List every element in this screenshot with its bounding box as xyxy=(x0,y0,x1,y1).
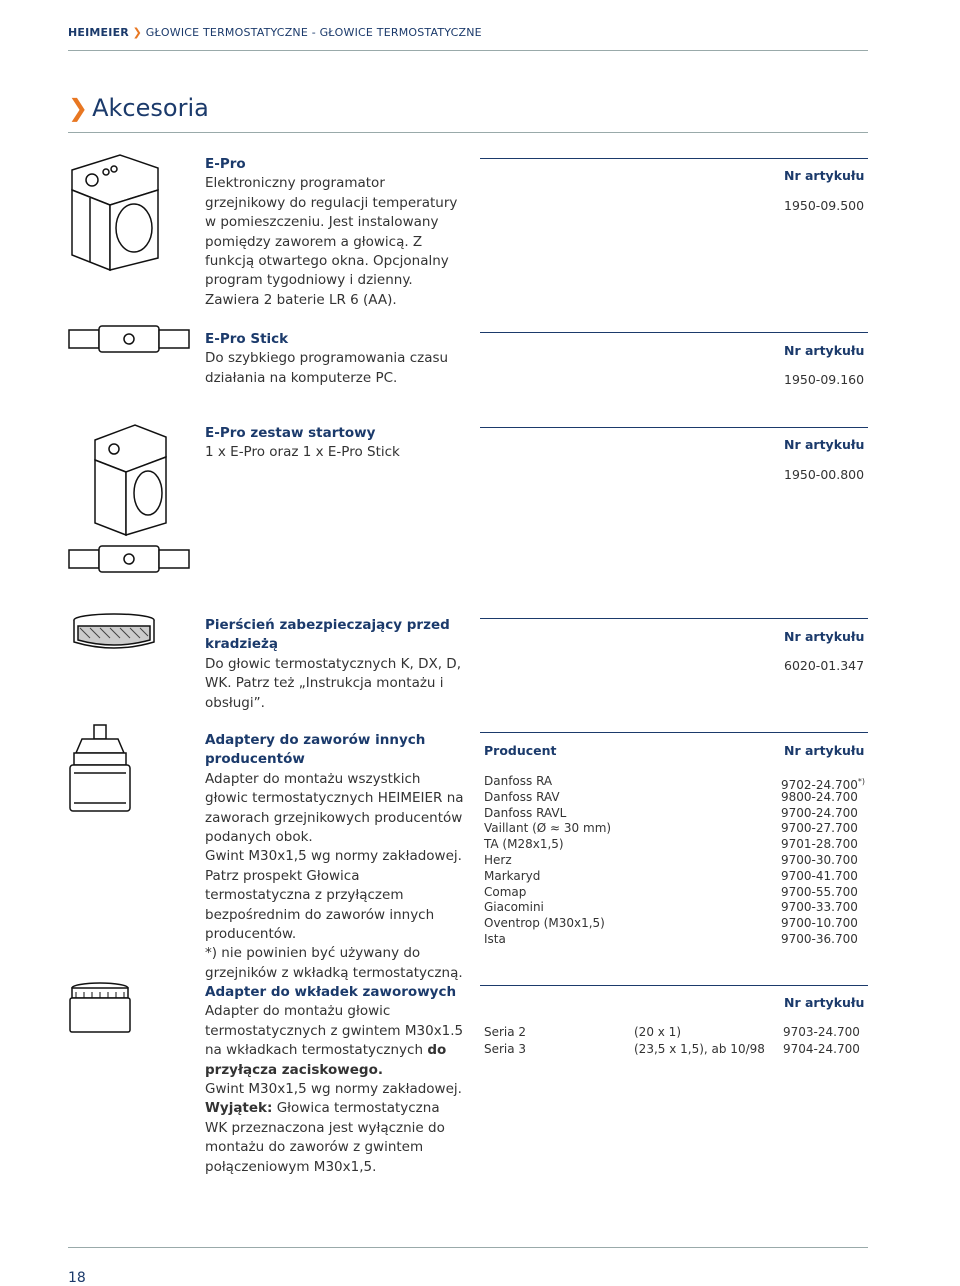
nr-cell xyxy=(781,900,858,916)
e-pro-stick-illustration xyxy=(66,322,192,356)
dim-cell: (20 x 1) xyxy=(634,1025,681,1039)
table-row xyxy=(484,885,868,901)
nr-cell xyxy=(781,806,858,822)
dim-cell: (23,5 x 1,5), ab 10/98 xyxy=(634,1041,765,1056)
nr-column-header: Nr artykułu xyxy=(784,743,865,758)
nr-value: 6020-01.347 xyxy=(784,658,865,673)
e-pro-illustration xyxy=(62,150,172,275)
adapters-description-block xyxy=(205,731,465,983)
nr-value: 9800-24.700 xyxy=(781,789,858,804)
product-name: Adaptery do zaworów innych producentów xyxy=(205,732,426,768)
producer-cell: Herz xyxy=(484,852,512,867)
nr-cell xyxy=(781,853,858,869)
table-row xyxy=(484,790,868,806)
nr-label: Nr artykułu xyxy=(784,629,865,644)
nr-cell xyxy=(781,869,858,885)
product-description: 1 x E-Pro oraz 1 x E-Pro Stick xyxy=(205,444,400,461)
insert-adapter-illustration xyxy=(66,980,136,1036)
nr-value: 9700-41.700 xyxy=(781,868,858,883)
producer-cell: TA (M28x1,5) xyxy=(484,837,564,852)
series-cell: Seria 2 xyxy=(484,1025,527,1039)
nr-cell xyxy=(781,885,858,901)
table-top-rule xyxy=(480,732,868,733)
nr-value: 9700-27.700 xyxy=(781,821,858,836)
nr-label: Nr artykułu xyxy=(784,168,865,183)
nr-cell xyxy=(781,821,858,837)
product-description: Do szybkiego programowania czasu działania na komputerze PC. xyxy=(205,350,449,386)
nr-label: Nr artykułu xyxy=(784,437,865,452)
brand-name: HEIMEIER xyxy=(68,26,129,39)
footnote-marker: *) xyxy=(857,777,865,786)
table-row xyxy=(484,837,868,853)
product-name: E-Pro Stick xyxy=(205,331,289,347)
producer-column-header: Producent xyxy=(484,743,557,758)
nr-value: 1950-09.160 xyxy=(784,372,865,387)
nr-cell: 9703-24.700 xyxy=(783,1025,860,1039)
nr-cell xyxy=(781,837,858,853)
header-divider xyxy=(68,50,868,51)
nr-value: 9700-30.700 xyxy=(781,852,858,867)
table-row xyxy=(484,806,868,822)
nr-value: 9701-28.700 xyxy=(781,837,858,852)
nr-label: Nr artykułu xyxy=(784,995,865,1010)
nr-value: 1950-00.800 xyxy=(784,467,865,482)
nr-cell: 9704-24.700 xyxy=(783,1041,860,1056)
table-row xyxy=(484,774,868,790)
starter-kit-description-block xyxy=(205,424,465,463)
chevron-right-icon: ❯ xyxy=(132,26,143,39)
table-top-rule xyxy=(480,427,868,428)
running-header xyxy=(68,26,482,39)
table-row xyxy=(484,1025,868,1042)
producer-cell: Giacomini xyxy=(484,900,544,915)
table-top-rule xyxy=(480,985,868,986)
product-description: Do głowic termostatycznych K, DX, D, WK. Patrz też „Instrukcja montażu i obsługi”. xyxy=(205,655,461,711)
page-title: ❯ Akcesoria xyxy=(68,94,209,122)
nr-cell xyxy=(781,932,858,948)
title-divider xyxy=(68,132,868,133)
nr-value: 9700-36.700 xyxy=(781,931,858,946)
producer-cell: Danfoss RAV xyxy=(484,789,560,804)
nr-cell xyxy=(781,916,858,932)
e-pro-stick-illustration xyxy=(66,542,192,576)
table-top-rule xyxy=(480,332,868,333)
exception-note: Wyjątek: Głowica termostatyczna WK przeznaczona jest wyłącznie do montażu do zaworów z gwintem połączeniowym M30x1,5. xyxy=(205,1100,445,1175)
product-name: E-Pro zestaw startowy xyxy=(205,425,376,441)
table-top-rule xyxy=(480,618,868,619)
product-name: Pierścień zabezpieczający przed kradzieżą xyxy=(205,617,450,653)
product-description: Adapter do montażu wszystkich głowic termostatycznych HEIMEIER na zaworach grzejnikowych producentów podanych obok. xyxy=(205,770,464,846)
see-also: Patrz prospekt Głowica termostatyczna z przyłączem bezpośrednim do zaworów innych producentów. xyxy=(205,867,435,943)
producer-cell: Comap xyxy=(484,884,527,899)
product-description: Elektroniczny programator grzejnikowy do regulacji temperatury w pomieszczeniu. Jest instalowany pomiędzy zaworem a głowicą. Z funkcją otwartego okna. Opcjonalny program tygodniowy i dzienny. Zawiera 2 baterie LR 6 (AA). xyxy=(205,175,458,308)
product-name: E-Pro xyxy=(205,156,246,172)
footer-divider xyxy=(68,1247,868,1248)
producer-cell: Oventrop (M30x1,5) xyxy=(484,916,605,931)
anti-theft-ring-illustration xyxy=(70,610,160,655)
insert-adapter-description-block xyxy=(205,983,465,1177)
table-row xyxy=(484,1042,868,1059)
breadcrumb: GŁOWICE TERMOSTATYCZNE - GŁOWICE TERMOSTATYCZNE xyxy=(145,26,482,39)
chevron-right-icon: ❯ xyxy=(68,94,89,122)
page-number: 18 xyxy=(68,1270,86,1286)
nr-value: 9700-55.700 xyxy=(781,884,858,899)
producer-cell: Vaillant (Ø ≈ 30 mm) xyxy=(484,821,612,836)
ring-description-block xyxy=(205,616,465,713)
table-row xyxy=(484,853,868,869)
thread-info: Gwint M30x1,5 wg normy zakładowej. xyxy=(205,1081,462,1098)
e-pro-starter-illustration xyxy=(90,415,170,540)
table-row xyxy=(484,900,868,916)
nr-value: 9700-33.700 xyxy=(781,900,858,915)
nr-value: 9700-24.700 xyxy=(781,805,858,820)
table-row xyxy=(484,821,868,837)
table-row xyxy=(484,932,868,948)
product-name: Adapter do wkładek zaworowych xyxy=(205,984,457,1000)
series-cell: Seria 3 xyxy=(484,1041,527,1056)
nr-value: 1950-09.500 xyxy=(784,198,865,213)
producer-cell: Danfoss RA xyxy=(484,774,553,788)
nr-value: 9700-10.700 xyxy=(781,916,858,931)
nr-cell xyxy=(781,790,858,806)
insert-adapter-table xyxy=(484,1025,868,1058)
producer-cell: Danfoss RAVL xyxy=(484,805,567,820)
adapter-table xyxy=(484,774,868,948)
table-row xyxy=(484,869,868,885)
producer-cell: Markaryd xyxy=(484,868,541,883)
table-row xyxy=(484,916,868,932)
table-top-rule xyxy=(480,158,868,159)
nr-value: 9702-24.700 xyxy=(781,778,858,792)
thread-info: Gwint M30x1,5 wg normy zakładowej. xyxy=(205,848,462,865)
e-pro-description-block xyxy=(205,155,465,310)
producer-cell: Ista xyxy=(484,931,506,946)
e-pro-stick-description-block xyxy=(205,330,465,388)
valve-adapter-illustration xyxy=(66,723,142,815)
nr-label: Nr artykułu xyxy=(784,343,865,358)
product-description: Adapter do montażu głowic termostatycznych z gwintem M30x1.5 na wkładkach termostatycznych do przyłącza zaciskowego. xyxy=(205,1003,464,1078)
footnote: *) nie powinien być używany do grzejników z wkładką termostatyczną. xyxy=(205,945,463,981)
